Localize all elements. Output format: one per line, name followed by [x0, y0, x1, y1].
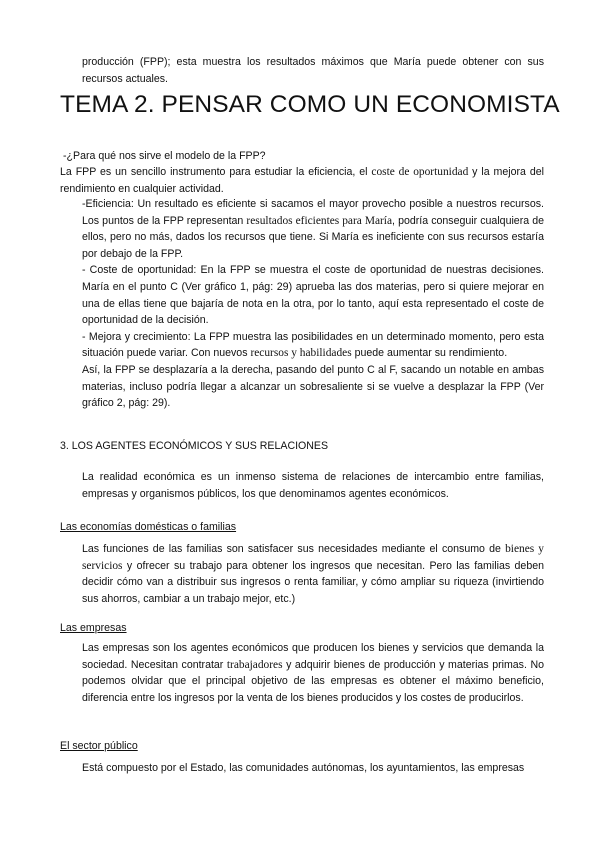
familias-text-2: y ofrecer su trabajo para obtener los ingresos que necesitan. Pero las familias deben decidir cómo van a distribuir sus ingresos o renta familiar, y cómo ampliar su riqueza (invirtiendo sus ahorros, cambiar a un trabajo mejor, etc.): [82, 559, 544, 605]
fpp-question: -¿Para qué nos sirve el modelo de la FPP?: [63, 150, 266, 162]
mejora-text-2: puede aumentar su rendimiento.: [351, 347, 508, 360]
eficiencia-text-2: , podría conseguir cualquiera de ellos, pero no más, dados los recursos que tiene. Si María es ineficiente con sus recursos estaría por debajo de la FPP.: [82, 214, 544, 260]
subhead-sector-publico: El sector público: [60, 740, 138, 752]
empresas-paragraph: [82, 640, 544, 706]
bullet-coste-oportunidad: - Coste de oportunidad: En la FPP se muestra el coste de oportunidad de nuestras decisiones. María en el punto C (Ver gráfico 1, pág: 29) aprueba las dos materias, pero si quiere mejorar en una de ellas tiene que bajaría de nota en la otra, por lo tanto, aquí esta representado el coste de oportunidad de la decisión.: [82, 264, 544, 327]
empresas-text-1: Las empresas son los agentes económicos que producen los bienes y servicios que demanda la sociedad. Necesitan contratar: [82, 642, 544, 671]
bullet-mejora: [82, 329, 544, 362]
sector-publico-paragraph: Está compuesto por el Estado, las comunidades autónomas, los ayuntamientos, las empresas: [82, 762, 525, 774]
lead-text-2: y la mejora del rendimiento en cualquier actividad.: [60, 166, 544, 195]
empresas-text-2: y adquirir bienes de producción y materias primas. No podemos olvidar que el principal objetivo de las empresas es obtener el máximo beneficio, diferencia entre los ingresos por la venta de los bienes producidos y los costes de producirlos.: [82, 658, 545, 704]
mejora-text-1: - Mejora y crecimiento: La FPP muestra las posibilidades en un determinado momento, pero esta situación puede variar. Con nuevos: [82, 330, 544, 360]
section-3-intro: La realidad económica es un inmenso sistema de relaciones de intercambio entre familias, empresas y organismos públicos, los que denominamos agentes económicos.: [82, 471, 544, 500]
eficiencia-serif-text: resultados eficientes para María: [246, 214, 393, 227]
section-3-heading: 3. LOS AGENTES ECONÓMICOS Y SUS RELACIONES: [60, 440, 329, 452]
page-title: TEMA 2. PENSAR COMO UN ECONOMISTA: [60, 91, 560, 118]
bullet-eficiencia: [82, 196, 544, 262]
fpp-bullets: [82, 196, 544, 412]
familias-paragraph: [82, 541, 544, 607]
empresas-serif-text: trabajadores: [226, 658, 283, 671]
intro-paragraph: producción (FPP); esta muestra los resultados máximos que María puede obtener con sus recursos actuales.: [82, 56, 544, 85]
subhead-empresas: Las empresas: [60, 622, 127, 634]
subhead-familias: Las economías domésticas o familias: [60, 521, 237, 533]
familias-text-1: Las funciones de las familias son satisfacer sus necesidades mediante el consumo de: [82, 543, 506, 555]
eficiencia-text-1: -Eficiencia: Un resultado es eficiente si sacamos el mayor provecho posible a nuestros recursos. Los puntos de la FPP representan: [82, 198, 544, 227]
mejora-serif-text: recursos y habilidades: [250, 347, 352, 360]
familias-serif-text: bienes y servicios: [82, 543, 544, 572]
bullet-asi: Así, la FPP se desplazaría a la derecha, pasando del punto C al F, sacando un notable en ambas materias, incluso podría llegar a alcanzar un sobresaliente si se vuelve a desplazar la FPP (Ver gráfico 2, pág: 29).: [82, 363, 544, 410]
fpp-lead-paragraph: [60, 164, 544, 197]
lead-serif-text: coste de oportunidad: [371, 166, 469, 178]
lead-text-1: La FPP es un sencillo instrumento para estudiar la eficiencia, el: [60, 166, 372, 178]
